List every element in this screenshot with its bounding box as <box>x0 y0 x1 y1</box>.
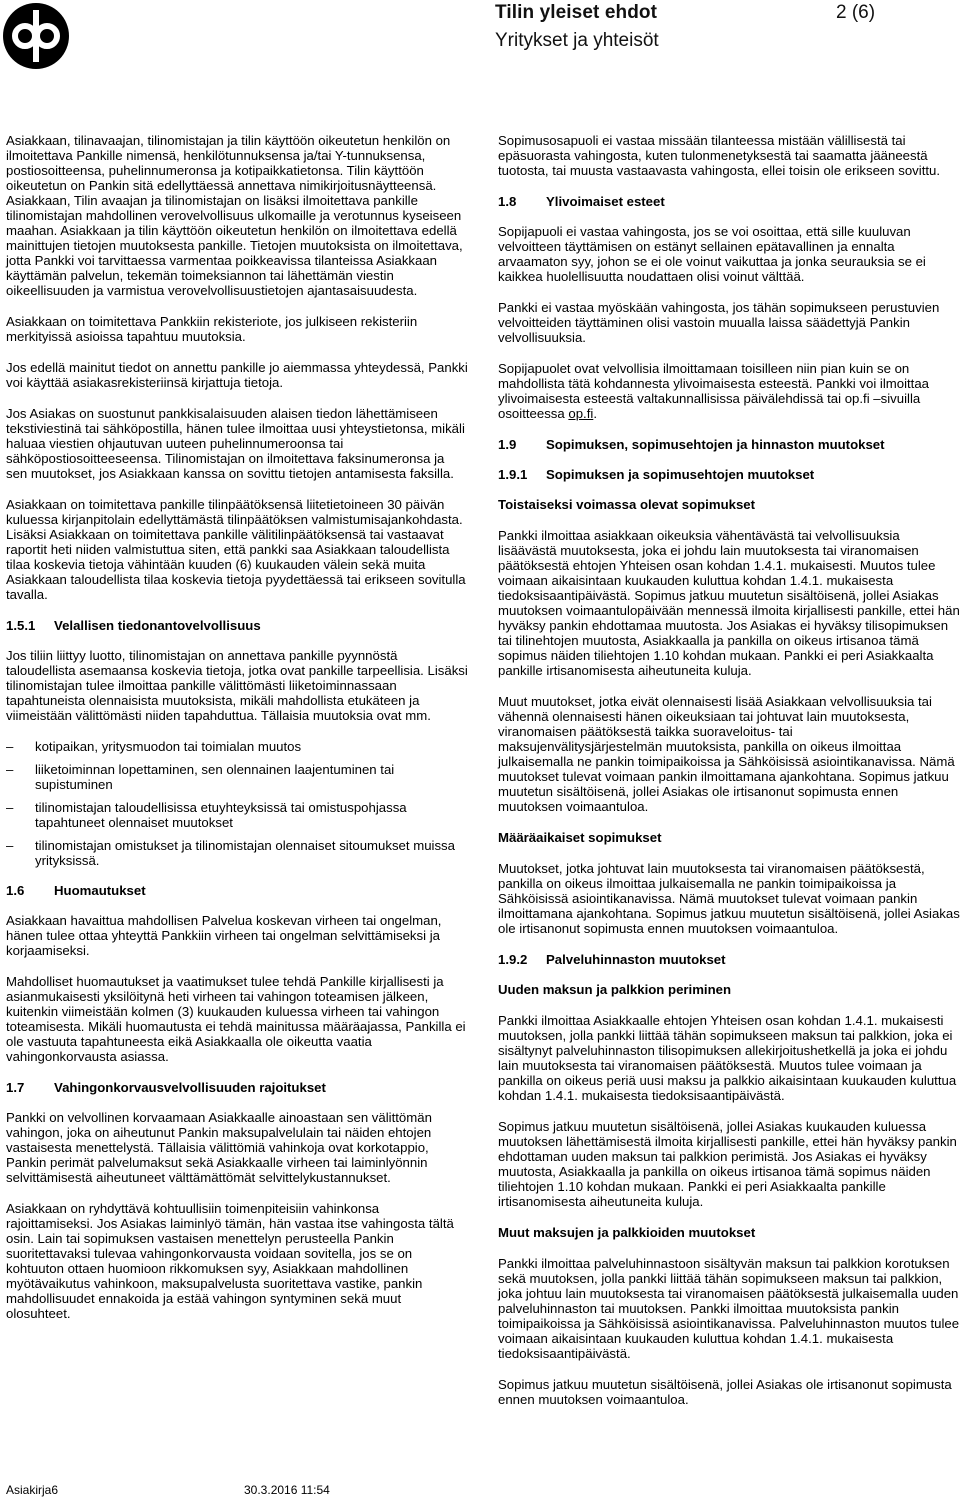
paragraph-text: Sopijapuolet ovat velvollisia ilmoittamaan toisilleen niin pian kuin se on mahdollista tätä kohdannesta ylivoimaisesta esteestä. Pankki voi ilmoittaa ylivoimaisesta esteestä valtakunnallisissa päivälehdissä tai op.fi –sivuilla osoitteessa <box>498 361 930 421</box>
section-number: 1.5.1 <box>6 618 36 633</box>
paragraph: Sopimusosapuoli ei vastaa missään tilanteessa mistään välillisestä tai epäsuorasta vahingosta, kuten tulonmenetyksestä tai saamatta jääneestä tuotosta, tai muusta vastaavasta vahingosta, ellei toisin ole erikseen sovittu. <box>498 133 941 178</box>
section-title: Sopimuksen ja sopimusehtojen muutokset <box>546 467 815 482</box>
paragraph: Jos Asiakas on suostunut pankkisalaisuuden alaisen tiedon lähettämiseen tekstiviestinä tai sähköpostilla, hänen tulee ilmoittaa uusi yhteystietonsa, mikäli haluaa viestien ohjautuvan uuteen puhelinnumeroonsa tai sähköpostiosoitteeseensa. Tilinomistajan on ilmoitettava faksinumeronsa ja sen muutokset, jos Asiakkaan kanssa on sovittu tietojen antamisesta faksilla. <box>6 406 465 481</box>
paragraph: Muutokset, jotka johtuvat lain muutoksesta tai viranomaisen päätöksestä, pankilla on oikeus ilmoittaa julkaisemalla ne pankin toimipaikoissa ja Sähköisissä asiointikanavissa. Nämä muutokset tulevat voimaan pankin ilmoittamana ajankohtana. Sopimus jatkuu muutetun sisältöisenä, jollei Asiakas ole irtisanonut sopimusta ennen muutoksen voimaantuloa. <box>498 861 960 936</box>
section-number: 1.8 <box>498 194 517 209</box>
subheading: Uuden maksun ja palkkion periminen <box>498 982 732 997</box>
paragraph: Mahdolliset huomautukset ja vaatimukset tulee tehdä Pankille kirjallisesti ja asianmukaisesti yksilöitynä heti virheen tai vahingon toteamisen jälkeen, kuitenkin viimeistään kolmen (3) kuukauden kuluessa virheen tai vahingon toteamisesta. Mikäli huomautusta ei tehdä mainitussa määräajassa, Pankilla ei ole vastuuta tapahtuneesta eikä Asiakkaalla ole oikeutta vaatia vahingonkorvausta asiassa. <box>6 974 466 1064</box>
paragraph: Jos tiliin liittyy luotto, tilinomistajan on annettava pankille pyynnöstä taloudellista asemaansa koskevia tietoja, jotka ovat pankille tarpeellisia. Lisäksi tilinomistajan tulee ilmoittaa pankille välittömästi liiketoiminnassaan tapahtuneista olennaisista muutoksista, mikäli mahdollista etukäteen ja viimeistään välittömästi niiden tapahduttua. Tällaisia muutoksia ovat mm. <box>6 648 468 723</box>
section-title: Velallisen tiedonantovelvollisuus <box>54 618 261 633</box>
subheading: Toistaiseksi voimassa olevat sopimukset <box>498 497 756 512</box>
paragraph: Pankki on velvollinen korvaamaan Asiakkaalle ainoastaan sen välittömän vahingon, joka on aiheutunut Pankin maksupalvelulain tai näiden ehtojen vastaisesta menettelystä. Tällaisia välittömiä vahinkoja ovat korkotappio, Pankin perimät palvelumaksut sekä Asiakkaalle virheen tai laiminlyönnin selvittämisestä aiheutuneet välttämättömät selvittelykustannukset. <box>6 1110 432 1185</box>
paragraph: Pankki ei vastaa myöskään vahingosta, jos tähän sopimukseen perustuvien velvoitteiden täyttäminen olisi vastoin muualla laissa säädettyjä Pankin velvollisuuksia. <box>498 300 940 345</box>
dash-list <box>6 739 468 868</box>
footer-document-id: Asiakirja6 <box>6 1483 59 1497</box>
document-title: Tilin yleiset ehdot <box>495 2 658 23</box>
document-subtitle: Yritykset ja yhteisöt <box>495 30 659 51</box>
paragraph: Asiakkaan havaittua mahdollisen Palvelua koskevan virheen tai ongelman, hänen tulee ottaa yhteyttä Pankkiin virheen tai ongelman selvittämiseksi ja korjaamiseksi. <box>6 913 442 958</box>
paragraph: Sopimus jatkuu muutetun sisältöisenä, jollei Asiakas kuukauden kuluessa muutoksen lähettämisestä ilmoita kirjallisesti pankille, ettei hän hyväksy pankin ehdottaman uuden maksun tai palkkion perimistä. Jos Asiakas ei hyväksy muutosta, Asiakkaalla ja pankilla on oikeus irtisanoa tämä sopimus näiden tiliehtojen 1.10 kohdan mukaan. Pankki ei peri Asiakkaalta pankille irtisanomisesta aiheutuneita kuluja. <box>498 1119 957 1209</box>
section-number: 1.7 <box>6 1080 25 1095</box>
list-item: – tilinomistajan taloudellisissa etuyhteyksissä tai omistuspohjassa tapahtuneet olennaiset muutokset <box>6 800 468 830</box>
section-heading-1-9-1 <box>498 467 960 482</box>
right-column <box>498 133 960 1423</box>
paragraph: Asiakkaan, tilinavaajan, tilinomistajan ja tilin käyttöön oikeutetun henkilön on ilmoitettava Pankille nimensä, henkilötunnuksensa ja/tai Y-tunnuksensa, postiosoitteensa, puhelinnumeronsa ja kotipaikkatietonsa. Tilin käyttöön oikeutetun on Pankin sitä edellyttäessä annettava nimikirjoitusnäytteensä. Asiakkaan, Tilin avaajan ja tilinomistajan on lisäksi ilmoitettava pankille tilinomistajan mahdollinen verovelvollisuus ulkomaille ja verotunnus kyseiseen maahan. Asiakkaan ja tilin käyttöön oikeutetun henkilön on ilmoitettava edellä mainittujen tietojen muutoksesta pankille. Tietojen muutoksista on ilmoitettava, jotta Pankki voi tarvittaessa varmentaa poikkeavissa tilanteissa Asiakkaan käyttämän palvelun, tekemän toimeksiannon tai lähettämän viestin oikeellisuuden ja varmistua verovelvollisuustietojen ajantasaisuudesta. <box>6 133 463 298</box>
list-item: – liiketoiminnan lopettaminen, sen olennainen laajentuminen tai supistuminen <box>6 762 468 792</box>
section-heading-1-9 <box>498 437 960 452</box>
paragraph: Pankki ilmoittaa Asiakkaalle ehtojen Yhteisen osan kohdan 1.4.1. mukaisesti muutoksen, jolla pankki liittää tähän sopimukseen maksun tai palkkion, joka ei sisältynyt palveluhinnaston tilisopimuksen allekirjoitushetkellä ja joka ei johdu lain muutoksesta tai viranomaisen päätöksestä. Muutos tulee voimaan ja pankilla on oikeus periä uusi maksu ja palkkio aikaisintaan kuukauden kuluttua kohdan 1.4.1. mukaisesta tiedoksisaantipäivästä. <box>498 1013 957 1103</box>
section-heading-1-9-2 <box>498 952 960 967</box>
paragraph: Asiakkaan on toimitettava Pankkiin rekisteriote, jos julkiseen rekisteriin merkityissä asioissa tapahtuu muutoksia. <box>6 314 418 344</box>
paragraph: Pankki ilmoittaa palveluhinnastoon sisältyvän maksun tai palkkion korotuksen sekä muutoksen, jolla pankki liittää tähän sopimukseen maksun tai palkkion, joka johtuu lain muutoksesta tai viranomaisen päätöksestä julkaisemalla uuden palveluhinnaston tai muutoksen. Pankki ilmoittaa muutoksista pankin toimipaikoissa ja Sähköisissä asiointikanavissa. Palveluhinnaston muutos tulee voimaan aikaisintaan kuukauden kuluttua kohdan 1.4.1. mukaisesta tiedoksisaantipäivästä. <box>498 1256 960 1361</box>
subheading: Määräaikaiset sopimukset <box>498 830 662 845</box>
section-title: Vahingonkorvausvelvollisuuden rajoitukset <box>54 1080 326 1095</box>
footer-date: 30.3.2016 11:54 <box>244 1483 330 1497</box>
page-number: 2 (6) <box>836 2 876 23</box>
section-number: 1.9.2 <box>498 952 528 967</box>
paragraph-end: . <box>593 406 597 421</box>
section-number: 1.6 <box>6 883 25 898</box>
section-number: 1.9 <box>498 437 517 452</box>
section-heading-1-7 <box>6 1080 468 1095</box>
paragraph <box>498 361 960 421</box>
section-title: Ylivoimaiset esteet <box>546 194 665 209</box>
paragraph: Jos edellä mainitut tiedot on annettu pankille jo aiemmassa yhteydessä, Pankki voi käyttää asiakasrekisteriinsä kirjattuja tietoja. <box>6 360 468 390</box>
section-title: Sopimuksen, sopimusehtojen ja hinnaston muutokset <box>546 437 885 452</box>
op-logo-icon <box>2 2 70 70</box>
list-item: – kotipaikan, yritysmuodon tai toimialan muutos <box>6 739 468 754</box>
section-number: 1.9.1 <box>498 467 528 482</box>
paragraph: Muut muutokset, jotka eivät olennaisesti lisää Asiakkaan velvollisuuksia tai vähennä olennaisesti hänen oikeuksiaan tai johtuvat lain muutoksesta, viranomaisen päätöksestä taikka suoraveloitus- tai maksujenvälitysjärjestelmän muutoksista, pankilla on oikeus ilmoittaa julkaisemalla ne pankin toimipaikoissa ja Sähköisissä asiointikanavissa. Nämä muutokset tulevat voimaan pankin ilmoittamana ajankohtana. Sopimus jatkuu muutetun sisältöisenä, jollei Asiakas ole irtisanonut sopimusta ennen muutoksen voimaantuloa. <box>498 694 955 814</box>
section-title: Huomautukset <box>54 883 146 898</box>
paragraph: Asiakkaan on toimitettava pankille tilinpäätöksensä liitetietoineen 30 päivän kuluessa kirjanpitolain edellyttämästä tilinpäätöksen valmistumisajankohdasta. Lisäksi Asiakkaan on toimitettava pankille välitilinpäätöksensä tai vastaavat raportit heti niiden valmistuttua siten, että pankki saa Asiakkaan taloudellista tilaa koskevia tietoja vähintään kuuden (6) kuukauden välein sekä muita Asiakkaan taloudellista tilaa koskevia tietoja pyydettäessä tai erikseen sovitulla tavalla. <box>6 497 466 602</box>
paragraph: Sopimus jatkuu muutetun sisältöisenä, jollei Asiakas ole irtisanonut sopimusta ennen muutoksen voimaantuloa. <box>498 1377 952 1407</box>
section-heading-1-6 <box>6 883 468 898</box>
list-item: – tilinomistajan omistukset ja tilinomistajan olennaiset sitoumukset muissa yrityksissä. <box>6 838 468 868</box>
op-fi-link[interactable]: op.fi <box>568 406 594 421</box>
left-column <box>6 133 468 1337</box>
section-title: Palveluhinnaston muutokset <box>546 952 726 967</box>
paragraph: Sopijapuoli ei vastaa vahingosta, jos se voi osoittaa, että sille kuuluvan velvoitteen täyttämisen on estänyt sellainen epätavallinen ja ennalta arvaamaton syy, johon se ei ole voinut vaikuttaa ja jonka seurauksia se ei kaikkea huolellisuutta noudattaen olisi voinut välttää. <box>498 224 926 284</box>
section-heading-1-5-1 <box>6 618 468 633</box>
section-heading-1-8 <box>498 194 960 209</box>
paragraph: Pankki ilmoittaa asiakkaan oikeuksia vähentävästä tai velvollisuuksia lisäävästä muutoksesta, joka ei johdu lain muutoksesta tai viranomaisen päätöksestä ehtojen Yhteisen osan kohdan 1.4.1. mukaisesti. Muutos tulee voimaan aikaisintaan kuukauden kuluttua kohdan 1.4.1. mukaisesta tiedoksisaantipäivästä. Sopimus jatkuu muutetun sisältöisenä, jollei Asiakas muutoksen voimaantulopäivään mennessä ilmoita kirjallisesti pankille, ettei hän hyväksy pankin ehdottamaa muutosta. Jos Asiakas ei hyväksy tilisopimuksen tai tilinehtojen muutosta, Asiakkaalla ja pankilla on oikeus irtisanoa tämä sopimus näiden tiliehtojen 1.10 kohdan mukaan. Pankki ei peri Asiakkaalta pankille irtisanomisesta aiheutuneita kuluja. <box>498 528 960 678</box>
paragraph: Asiakkaan on ryhdyttävä kohtuullisiin toimenpiteisiin vahinkonsa rajoittamiseksi. Jos Asiakas laiminlyö tämän, hän vastaa itse vahingosta tältä osin. Lain tai sopimuksen vastaisen menettelyn perusteella Pankin suoritettavaksi tulevaa vahingonkorvausta voidaan sovitella, jos se on kohtuuton ottaen huomioon rikkomuksen syy, Asiakkaan mahdollinen myötävaikutus vahinkoon, maksupalvelusta suoritettava vastike, pankin mahdollisuudet ennakoida ja estää vahingon syntyminen sekä muut olosuhteet. <box>6 1201 454 1321</box>
subheading: Muut maksujen ja palkkioiden muutokset <box>498 1225 756 1240</box>
